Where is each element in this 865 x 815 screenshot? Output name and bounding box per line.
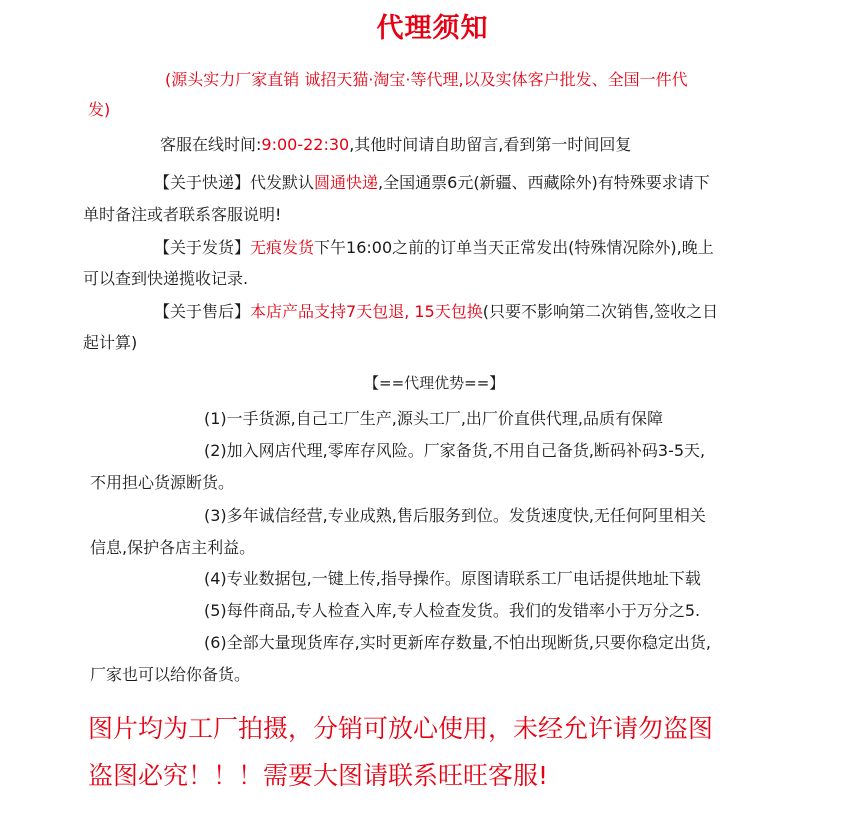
express-text-2: ,全国通票6元(新疆、西藏除外)有特殊要求请下 xyxy=(378,173,710,192)
advantage-item-5: (5)每件商品,专人检查入库,专人检查发货。我们的发错率小于万分之5. xyxy=(204,601,701,620)
shipping-line-2: 可以查到快递揽收记录. xyxy=(83,269,249,288)
express-line-1 xyxy=(154,172,710,194)
advantage-item-2-cont: 不用担心货源断货。 xyxy=(90,473,235,492)
advantage-item-3-cont: 信息,保护各店主利益。 xyxy=(90,538,256,557)
service-hours xyxy=(160,134,631,156)
express-label: 【关于快递】 xyxy=(154,173,251,192)
advantage-item-3: (3)多年诚信经营,专业成熟,售后服务到位。发货速度快,无任何阿里相关 xyxy=(204,506,706,525)
advantage-item-6-cont: 厂家也可以给你备货。 xyxy=(90,665,251,684)
aftersale-text: (只要不影响第二次销售,签收之日 xyxy=(482,302,719,321)
express-text-1: 代发默认 xyxy=(250,173,315,192)
shipping-label: 【关于发货】 xyxy=(154,238,251,257)
aftersale-highlight: 本店产品支持7天包退, 15天包换 xyxy=(250,302,483,321)
shipping-text: 下午16:00之前的订单当天正常发出(特殊情况除外),晚上 xyxy=(314,238,714,257)
aftersale-line-1 xyxy=(154,301,718,323)
aftersale-label: 【关于售后】 xyxy=(154,302,251,321)
advantage-item-2: (2)加入网店代理,零库存风险。厂家备货,不用自己备货,断码补码3-5天, xyxy=(204,441,706,460)
service-hours-time: 9:00-22:30 xyxy=(261,135,350,154)
shipping-highlight: 无痕发货 xyxy=(250,238,315,257)
advantage-item-1: (1)一手货源,自己工厂生产,源头工厂,出厂价直供代理,品质有保障 xyxy=(204,409,664,428)
subtitle-line-1: (源头实力厂家直销 诚招天猫·淘宝·等代理,以及实体客户批发、全国一件代 xyxy=(165,70,688,89)
aftersale-line-2: 起计算) xyxy=(83,333,138,352)
service-hours-prefix: 客服在线时间: xyxy=(160,135,262,154)
express-highlight: 圆通快递 xyxy=(314,173,379,192)
advantages-heading: 【==代理优势==】 xyxy=(364,374,505,392)
subtitle-line-2: 发) xyxy=(88,100,111,119)
shipping-line-1 xyxy=(154,237,714,259)
service-hours-suffix: ,其他时间请自助留言,看到第一时间回复 xyxy=(349,135,632,154)
footer-line-1: 图片均为工厂拍摄，分销可放心使用，未经允许请勿盗图 xyxy=(88,714,714,743)
footer-line-2: 盗图必究！！！需要大图请联系旺旺客服! xyxy=(88,761,549,790)
page-title: 代理须知 xyxy=(376,13,489,44)
advantage-item-4: (4)专业数据包,一键上传,指导操作。原图请联系工厂电话提供地址下载 xyxy=(204,569,701,588)
express-line-2: 单时备注或者联系客服说明! xyxy=(83,205,282,224)
advantage-item-6: (6)全部大量现货库存,实时更新库存数量,不怕出现断货,只要你稳定出货, xyxy=(204,633,712,652)
